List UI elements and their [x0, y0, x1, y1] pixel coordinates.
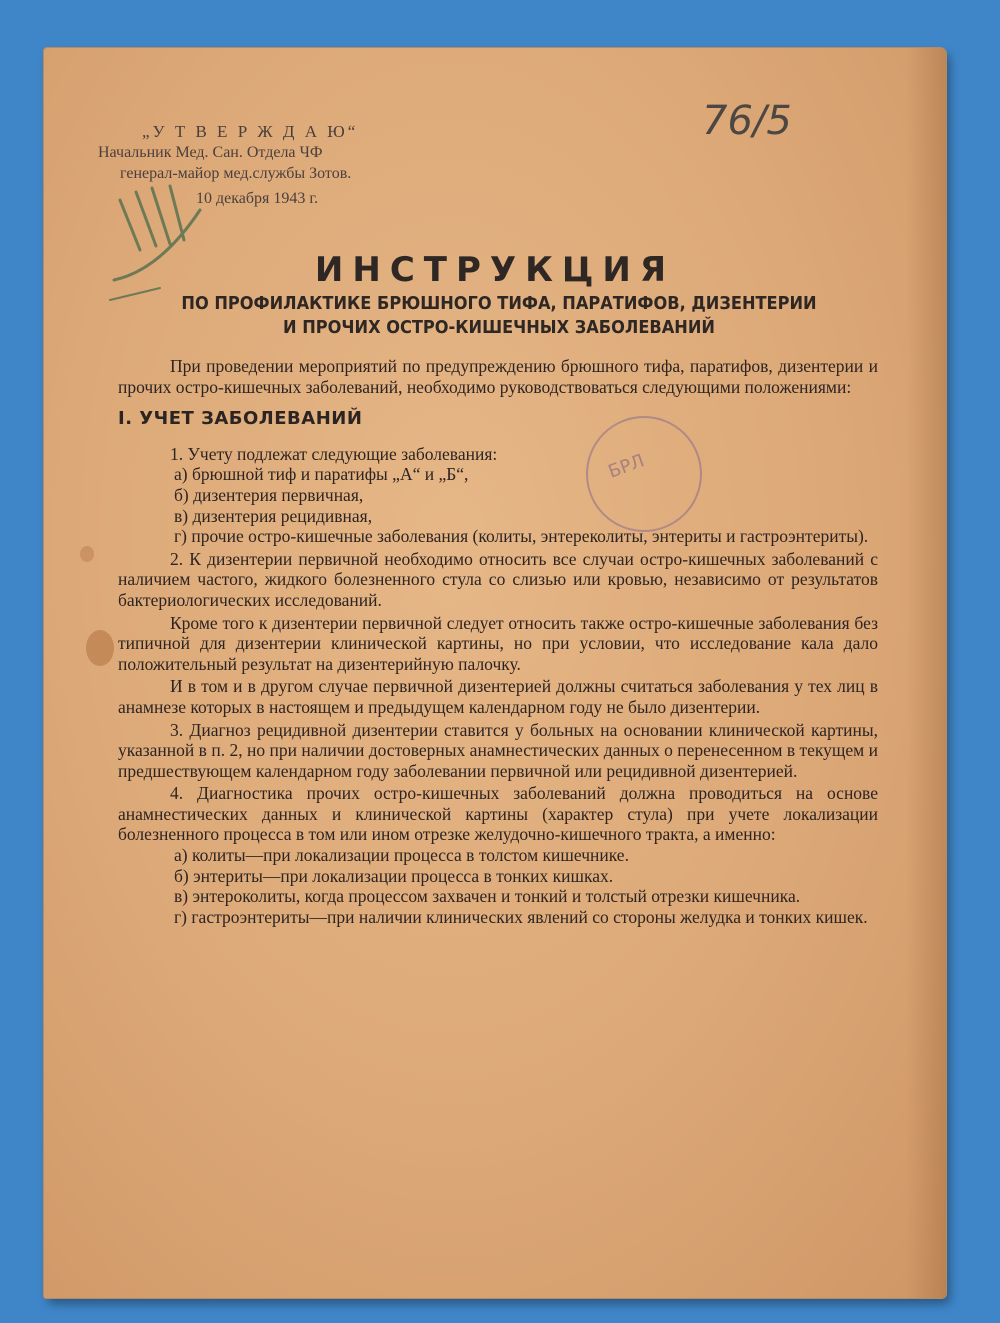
list-item: в) дизентерия рецидивная, — [174, 505, 373, 526]
list-item: а) брюшной тиф и паратифы „А“ и „Б“, — [174, 464, 469, 485]
document-body — [118, 356, 878, 927]
list-item: а) колиты—при локализации процесса в толстом кишечнике. — [174, 845, 629, 866]
signature-mark — [100, 180, 210, 310]
list-item: г) гастроэнтериты—при наличии клинических явлений со стороны желудка и тонких кишек. — [174, 906, 868, 927]
approval-position: Начальник Мед. Сан. Отдела ЧФ — [98, 144, 323, 161]
list-item: в) энтероколиты, когда процессом захвачен и тонкий и толстый отрезки кишечника. — [174, 886, 801, 907]
list-item: б) дизентерия первичная, — [174, 484, 364, 505]
paragraph-1: 1. Учету подлежат следующие заболевания: — [170, 443, 498, 464]
stamp-text: БРЛ — [605, 450, 648, 483]
stain-mark — [86, 630, 114, 666]
paragraph-2c: И в том и в другом случае первичной дизентерией должны считаться заболевания у тех лиц в анамнезе которых в настоящем и предыдущем календарном году не было дизентерии. — [118, 676, 878, 717]
approval-rank: генерал-майор мед.службы Зотов. — [120, 165, 352, 182]
subtitle-line: ПО ПРОФИЛАКТИКЕ БРЮШНОГО ТИФА, ПАРАТИФОВ, ДИЗЕНТЕРИИ — [181, 293, 817, 314]
paragraph-2b: Кроме того к дизентерии первичной следует относить также остро-кишечные заболевания без типичной для дизентерии клинической картины, но при условии, что исследование кала дало положительный результат на дизентерийную палочку. — [118, 612, 878, 674]
paragraph-4: 4. Диагностика прочих остро-кишечных заболеваний должна проводиться на основе анамнестических данных и клинической картины (характер стула) при учете локализации болезненного процесса в том или ином отрезке желудочно-кишечного тракта, а именно: — [118, 783, 878, 845]
section-heading: I. УЧЕТ ЗАБОЛЕВАНИЙ — [118, 408, 363, 430]
document-title: ИНСТРУКЦИЯ — [314, 250, 676, 290]
handwritten-number: 76/5 — [702, 98, 792, 144]
approval-date: 10 декабря 1943 г. — [196, 190, 319, 207]
list-item: г) прочие остро-кишечные заболевания (колиты, энтереколиты, энтериты и гастроэнтериты). — [174, 526, 869, 547]
intro-paragraph: При проведении мероприятий по предупреждению брюшного тифа, паратифов, дизентерии и прочих остро-кишечных заболеваний, необходимо руководствоваться следующими положениями: — [118, 356, 878, 397]
approval-heading: „У Т В Е Р Ж Д А Ю“ — [142, 122, 359, 141]
list-item: б) энтериты—при локализации процесса в тонких кишках. — [174, 865, 614, 886]
stain-mark — [80, 546, 94, 562]
subtitle-line: И ПРОЧИХ ОСТРО-КИШЕЧНЫХ ЗАБОЛЕВАНИЙ — [283, 317, 715, 338]
document-subtitle — [171, 292, 828, 340]
document-page — [44, 48, 946, 1298]
paragraph-2: 2. К дизентерии первичной необходимо относить все случаи остро-кишечных заболеваний с наличием частого, жидкого болезненного стула со слизью или кровью, независимо от результатов бактериологических исследований. — [118, 548, 878, 610]
page-edge-shadow — [906, 48, 946, 1298]
paragraph-3: 3. Диагноз рецидивной дизентерии ставится у больных на основании клинической картины, указанной в п. 2, но при наличии достоверных анамнестических данных о перенесенном в текущем и предшествующем календарном году заболевании первичной или рецидивной дизентерией. — [118, 719, 878, 781]
